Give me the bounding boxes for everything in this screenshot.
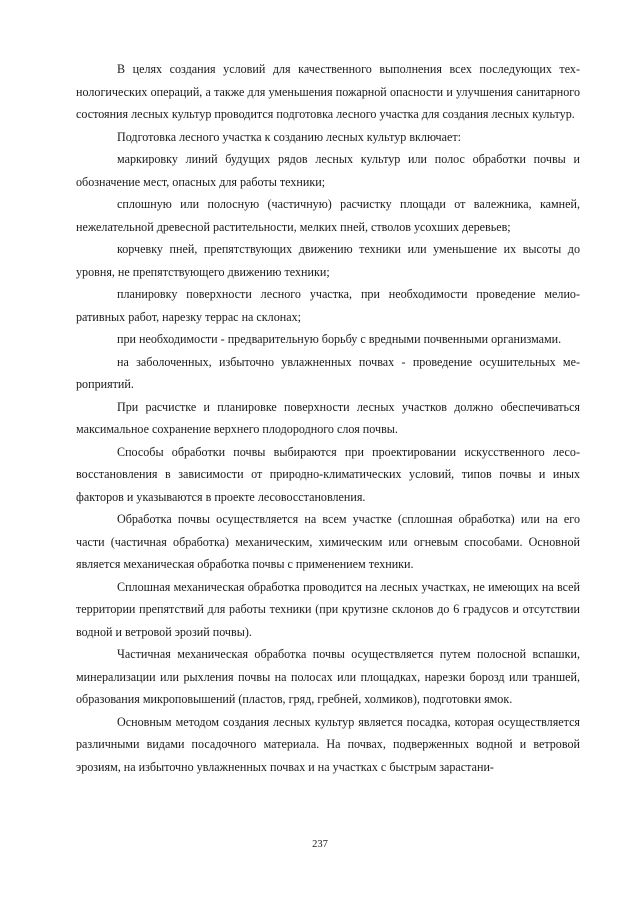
paragraph: Основным методом создания лесных культур является посадка, которая осуществляется различными видами посадочного материала. На почвах, подверженных водной и ветровой эрозиям, на избыточно увлажненных почвах и на участках с быстрым зарастани-	[76, 714, 580, 774]
paragraph: Обработка почвы осуществляется на всем участке (сплошная обработка) или на его части (частичная обработка) механическим, химическим или огневым способами. Основной является механическая обработка почвы с применением техники.	[76, 512, 580, 571]
list-item: планировку поверхности лесного участка, при необходимости проведение мелиоративных работ, нарезку террас на склонах;	[76, 287, 580, 324]
body-text	[76, 58, 580, 778]
paragraph: Частичная механическая обработка почвы осуществляется путем полосной вспашки, минерализации или рыхления почвы на полосах или площадках, нарезки борозд или траншей, образования микроповышений (пластов, гряд, гребней, холмиков), подготовки ямок.	[76, 647, 580, 706]
list-item: при необходимости - предварительную борьбу с вредными почвенными организмами.	[117, 332, 562, 346]
list-item: сплошную или полосную (частичную) расчистку площади от валежника, камней, нежелательной древесной растительности, мелких пней, стволов усохших деревьев;	[76, 197, 580, 234]
paragraph: Сплошная механическая обработка проводится на лесных участках, не имеющих на всей территории препятствий для работы техники (при крутизне склонов до 6 градусов и отсутствии водной и ветровой эрозий почвы).	[76, 579, 580, 639]
page-number: 237	[312, 839, 328, 850]
list-item: маркировку линий будущих рядов лесных культур или полос обработки почвы и обозначение мест, опасных для работы техники;	[76, 152, 580, 189]
list-item: на заболоченных, избыточно увлажненных почвах - проведение осушительных мероприятий.	[76, 354, 580, 391]
list-item: корчевку пней, препятствующих движению техники или уменьшение их высоты до уровня, не препятствующего движению техники;	[76, 242, 580, 279]
paragraph: В целях создания условий для качественного выполнения всех последующих технологических операций, а также для уменьшения пожарной опасности и улучшения санитарного состояния лесных культур проводится подготовка лесного участка для создания лесных культур.	[76, 62, 580, 121]
paragraph: Подготовка лесного участка к созданию лесных культур включает:	[117, 129, 461, 144]
paragraph: При расчистке и планировке поверхности лесных участков должно обеспечиваться максимальное сохранение верхнего плодородного слоя почвы.	[76, 399, 580, 436]
paragraph: Способы обработки почвы выбираются при проектировании искусственного лесовосстановления в зависимости от природно-климатических условий, типов почвы и иных факторов и указываются в проекте лесовосстановления.	[76, 444, 580, 504]
